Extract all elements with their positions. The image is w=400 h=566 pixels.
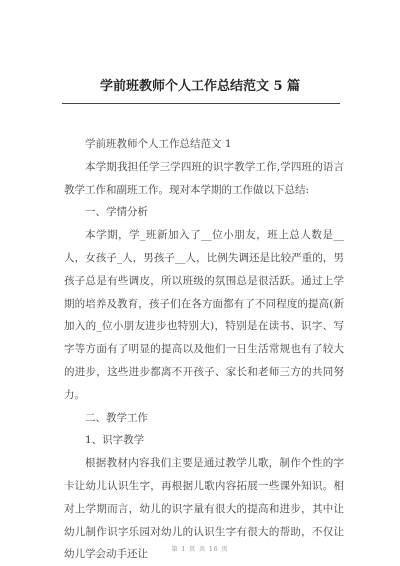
section-heading: 二、教学工作 — [85, 411, 148, 424]
title-divider — [62, 103, 340, 104]
section-heading: 一、学情分析 — [85, 206, 148, 219]
subsection-heading: 1、识字教学 — [85, 434, 145, 447]
document-body — [64, 133, 344, 566]
body-paragraph: 本学期，学_班新加入了__位小朋友，班上总人数是__人，女孩子_人，男孩子__人，比例失调还是比较严重的，男孩子总是有些调皮，所以班级的氛围总是很活跃。通过上学期的培养及教育，孩子们在各方面都有了不同程度的提高(新加入的_位小朋友进步也特别大)，特别是在读书、识字、写字等方面有了明显的提高以及他们一日生活常规也有了较大的进步，这些进步都离不开孩子、家长和老师三方的共同努力。 — [64, 229, 344, 401]
section-heading: 学前班教师个人工作总结范文 1 — [85, 138, 232, 150]
page-footer: 第 1 页 共 16 页 — [171, 546, 229, 553]
body-paragraph: 本学期我担任学三学四班的识字教学工作,学四班的语言教学工作和副班工作。现对本学期的工作做以下总结: — [64, 160, 344, 196]
body-paragraph: 根据教材内容我们主要是通过教学儿歌，制作个性的字卡让幼儿认识生字，再根据儿歌内容拓展一些课外知识。相对上学期而言，幼儿的识字量有很大的提高和进步，其中让幼儿制作识字乐园对幼儿的认识生字有很大的帮助，不仅让幼儿学会动手还让 — [64, 457, 344, 561]
document-title: 学前班教师个人工作总结范文 5 篇 — [99, 79, 301, 94]
